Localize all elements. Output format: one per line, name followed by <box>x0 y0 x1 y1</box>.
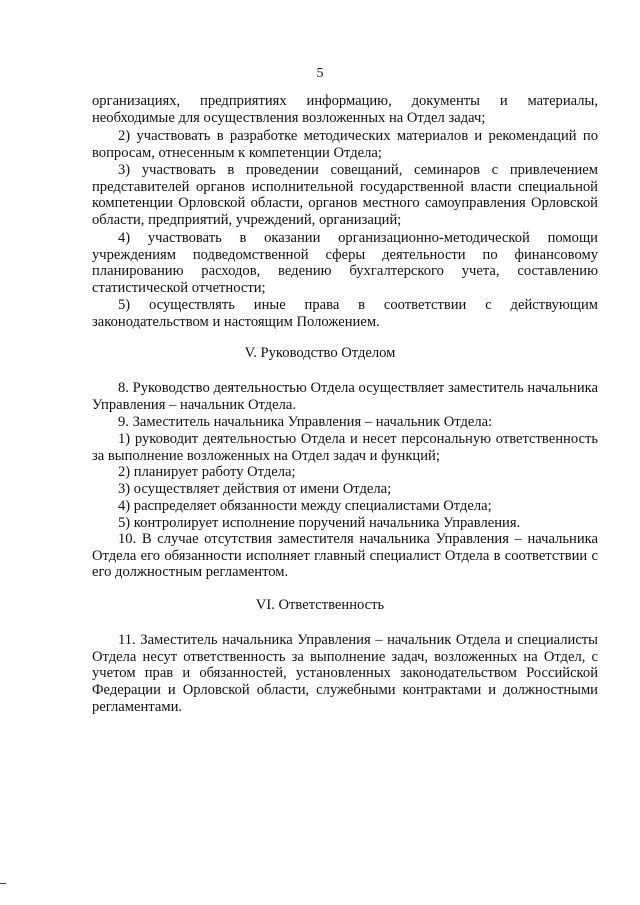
page-number: 5 <box>316 66 324 81</box>
paragraph-item-2-methodical: 2) участвовать в разработке методических материалов и рекомендаций по вопросам, отнесенным к компетенции Отдела; <box>92 128 598 161</box>
section-heading-v: V. Руководство Отделом <box>244 345 396 361</box>
paragraph-9-deputy: 9. Заместитель начальника Управления – начальник Отдела: <box>118 414 493 430</box>
paragraph-11-responsibility: 11. Заместитель начальника Управления – начальник Отдела и специалисты Отдела несут ответственность за выполнение задач, возложенных на Отдел, с учетом прав и обязанностей, установленных законодательством Российской Федерации и Орловской области, служебными контрактами и должностными регламентами. <box>92 632 598 715</box>
paragraph-9-item-4: 4) распределяет обязанности между специалистами Отдела; <box>118 498 492 514</box>
paragraph-organizations-info: организациях, предприятиях информацию, документы и материалы, необходимые для осуществления возложенных на Отдел задач; <box>92 93 598 126</box>
paragraph-10-absence: 10. В случае отсутствия заместителя начальника Управления – начальника Отдела его обязанности исполняет главный специалист Отдела в соответствии с его должностным регламентом. <box>92 531 598 581</box>
paragraph-9-item-3: 3) осуществляет действия от имени Отдела; <box>118 481 392 497</box>
paragraph-9-item-1: 1) руководит деятельностью Отдела и несет персональную ответственность за выполнение возложенных на Отдел задач и функций; <box>92 431 598 464</box>
paragraph-9-item-5: 5) контролирует исполнение поручений начальника Управления. <box>118 515 521 531</box>
paragraph-item-3-meetings: 3) участвовать в проведении совещаний, семинаров с привлечением представителей органов исполнительной государственной власти специальной компетенции Орловской области, органов местного самоуправления Орловской области, предприятий, учреждений, организаций; <box>92 162 598 229</box>
section-heading-vi: VI. Ответственность <box>255 597 385 613</box>
paragraph-item-5-rights: 5) осуществлять иные права в соответствии с действующим законодательством и настоящим Положением. <box>92 297 598 330</box>
scan-edge-mark <box>0 883 6 884</box>
paragraph-8-management: 8. Руководство деятельностью Отдела осуществляет заместитель начальника Управления – начальник Отдела. <box>92 380 598 413</box>
paragraph-item-4-assistance: 4) участвовать в оказании организационно-методической помощи учреждениям подведомственной сферы деятельности по финансовому планированию расходов, ведению бухгалтерского учета, составлению статистической отчетности; <box>92 230 598 297</box>
paragraph-9-item-2: 2) планирует работу Отдела; <box>118 464 296 480</box>
